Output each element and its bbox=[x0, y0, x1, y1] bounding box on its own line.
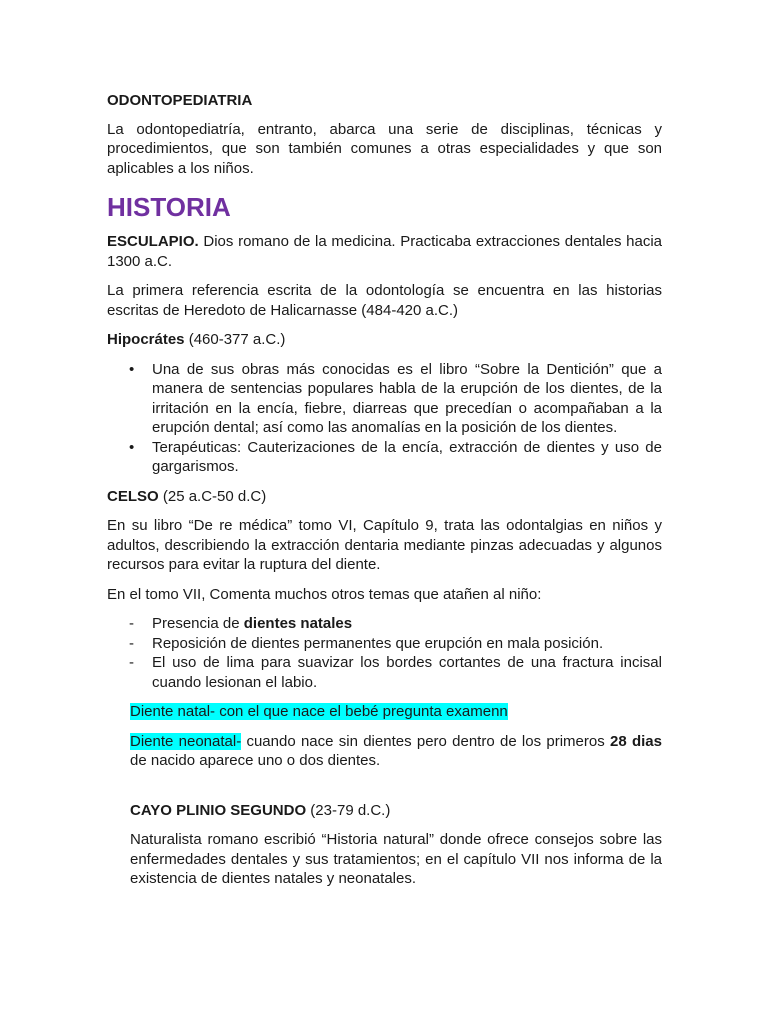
neonatal-bold: 28 dias bbox=[610, 732, 662, 750]
plinio-heading bbox=[107, 801, 662, 821]
primera-referencia-paragraph: La primera referencia escrita de la odontología se encuentra en las historias escritas de Heredoto de Halicarnasse (484-420 a.C.) bbox=[107, 282, 662, 319]
list-item: • Una de sus obras más conocidas es el libro “Sobre la Dentición” que a manera de sentencias populares habla de la erupción de los dientes, de la irritación en la encía, fiebre, diarreas que precedían o acompañaban a la erupción dental; así como las anomalías en la posición de los dientes. bbox=[152, 360, 662, 438]
esculapio-name: ESCULAPIO. bbox=[107, 233, 199, 250]
celso-dates: (25 a.C-50 d.C) bbox=[158, 487, 267, 505]
hipocrates-list bbox=[107, 360, 662, 477]
list-item-bold: dientes natales bbox=[243, 615, 353, 632]
list-item: - El uso de lima para suavizar los bordes cortantes de una fractura incisal cuando lesionan el labio. bbox=[152, 653, 662, 692]
plinio-paragraph: Naturalista romano escribió “Historia natural” donde ofrece consejos sobre las enfermedades dentales y sus tratamientos; en el capítulo VII nos informa de la existencia de dientes natales y neonatales. bbox=[130, 831, 662, 887]
neonatal-text: cuando nace sin dientes pero dentro de los primeros bbox=[241, 732, 611, 750]
neonatal-tail: de nacido aparece uno o dos dientes. bbox=[130, 752, 381, 769]
esculapio-paragraph bbox=[107, 232, 662, 271]
document-title: ODONTOPEDIATRIA bbox=[107, 92, 253, 109]
celso-libro-paragraph: En su libro “De re médica” tomo VI, Capítulo 9, trata las odontalgias en niños y adultos, describiendo la extracción dentaria mediante pinzas adecuadas y algunos recursos para evitar la ruptura del diente. bbox=[107, 517, 662, 573]
list-item-prefix: Presencia de bbox=[152, 615, 244, 632]
list-item: • Terapéuticas: Cauterizaciones de la encía, extracción de dientes y uso de gargarismos. bbox=[152, 438, 662, 477]
note-diente-natal bbox=[107, 702, 662, 722]
hipocrates-dates: (460-377 a.C.) bbox=[184, 331, 286, 348]
celso-name: CELSO bbox=[107, 487, 159, 505]
historia-heading: HISTORIA bbox=[107, 192, 231, 222]
plinio-dates: (23-79 d.C.) bbox=[306, 801, 391, 819]
hipocrates-name: Hipocrátes bbox=[107, 331, 185, 348]
list-item bbox=[152, 614, 662, 634]
note-diente-neonatal bbox=[107, 732, 662, 771]
spacer bbox=[107, 781, 662, 801]
hipocrates-heading bbox=[107, 330, 662, 350]
esculapio-text: Dios romano de la medicina. Practicaba extracciones dentales hacia 1300 a.C. bbox=[107, 233, 662, 270]
intro-paragraph: La odontopediatría, entranto, abarca una serie de disciplinas, técnicas y procedimientos, que son también comunes a otras especialidades y que son aplicables a los niños. bbox=[107, 120, 662, 177]
celso-heading bbox=[107, 487, 662, 507]
celso-list bbox=[107, 614, 662, 692]
highlight: Diente natal- con el que nace el bebé pregunta examenn bbox=[130, 703, 508, 720]
plinio-name: CAYO PLINIO SEGUNDO bbox=[130, 801, 307, 819]
highlight: Diente neonatal- bbox=[130, 732, 242, 750]
list-item: - Reposición de dientes permanentes que erupción en mala posición. bbox=[152, 634, 662, 654]
celso-tomo7-paragraph: En el tomo VII, Comenta muchos otros temas que atañen al niño: bbox=[107, 585, 542, 603]
